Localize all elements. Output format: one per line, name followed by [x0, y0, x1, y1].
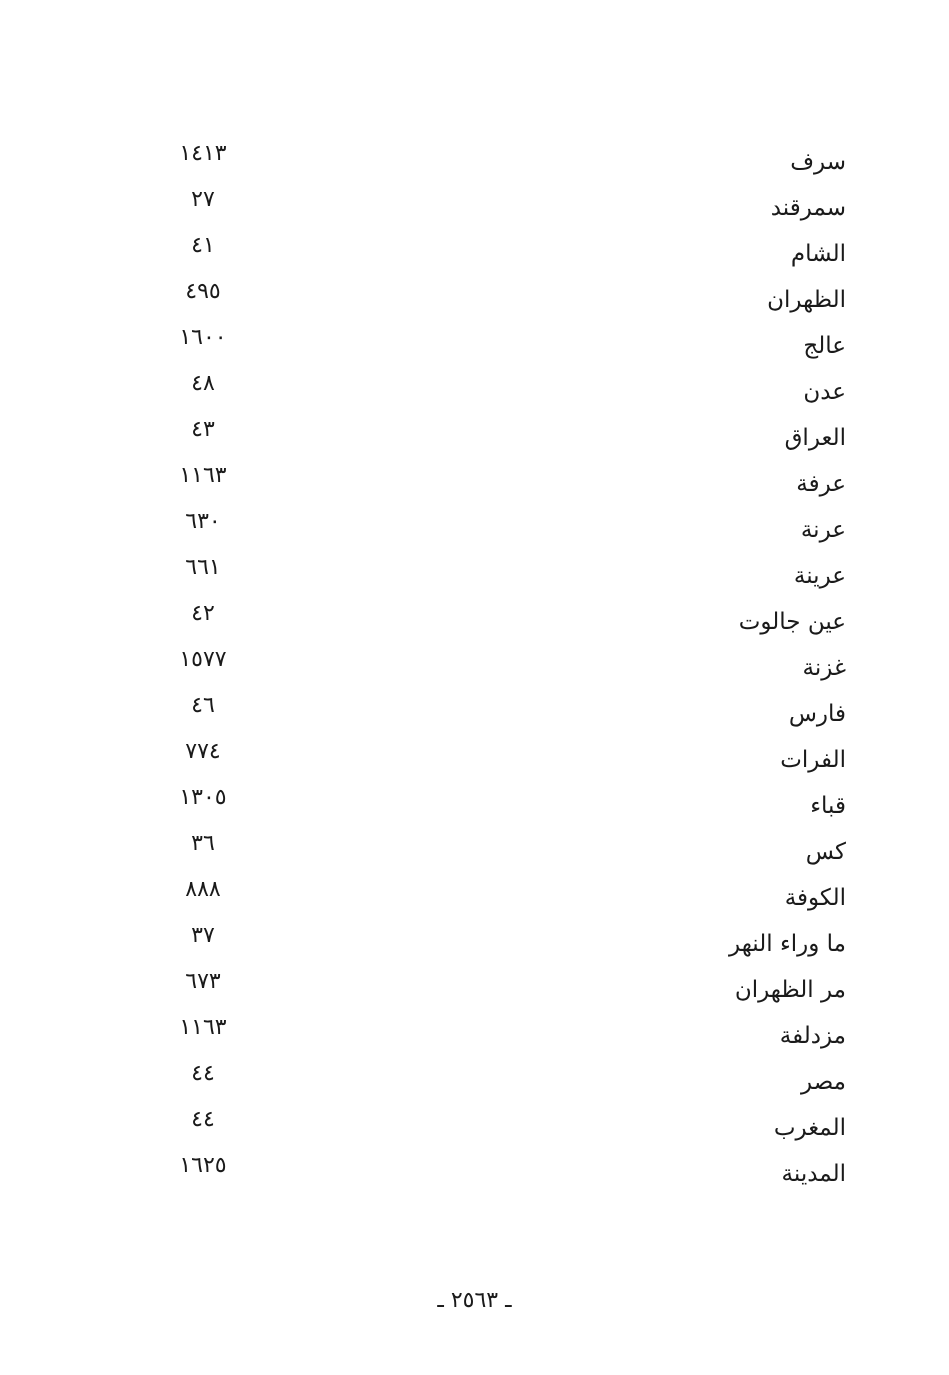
page-reference: ٨٨٨ [185, 877, 221, 902]
place-name: الفرات [780, 747, 846, 773]
page-reference: ٦٦١ [185, 555, 221, 580]
page-reference: ١٥٧٧ [179, 647, 227, 672]
index-row [0, 1103, 949, 1149]
place-name: عالج [803, 333, 846, 359]
page-reference: ٤٩٥ [185, 279, 221, 304]
place-name: ما وراء النهر [729, 931, 846, 957]
index-row [0, 781, 949, 827]
page-reference: ١١٦٣ [179, 463, 227, 488]
place-name: سمرقند [770, 195, 846, 221]
index-row [0, 551, 949, 597]
place-name: عرنة [800, 517, 846, 543]
page-reference: ٤٢ [191, 601, 215, 626]
page-reference: ١٦٢٥ [179, 1153, 227, 1178]
index-row [0, 1149, 949, 1195]
page-reference: ٤٨ [191, 371, 215, 396]
place-name: عين جالوت [738, 609, 846, 635]
page-reference: ٤٤ [191, 1107, 215, 1132]
place-name: مصر [801, 1069, 846, 1095]
page-reference: ٤٣ [191, 417, 215, 442]
place-name: المدينة [781, 1161, 846, 1187]
index-row [0, 183, 949, 229]
page-reference: ٤٤ [191, 1061, 215, 1086]
index-row [0, 873, 949, 919]
index-row [0, 413, 949, 459]
page-reference: ٤٦ [191, 693, 215, 718]
place-name: غزنة [802, 655, 846, 681]
index-row [0, 735, 949, 781]
index-row [0, 321, 949, 367]
index-row [0, 689, 949, 735]
index-row [0, 919, 949, 965]
place-name: مزدلفة [779, 1023, 846, 1049]
page-reference: ٧٧٤ [185, 739, 221, 764]
page-reference: ١٤١٣ [179, 141, 227, 166]
index-row [0, 827, 949, 873]
place-name: المغرب [773, 1115, 846, 1141]
place-name: سرف [790, 149, 846, 175]
index-row [0, 275, 949, 321]
page-reference: ٦٧٣ [185, 969, 221, 994]
place-name: العراق [784, 425, 846, 451]
index-row [0, 1057, 949, 1103]
index-row [0, 367, 949, 413]
index-row [0, 1011, 949, 1057]
place-name: عدن [803, 379, 846, 405]
place-index-list [0, 137, 949, 1195]
place-name: عرفة [796, 471, 846, 497]
place-name: قباء [810, 793, 846, 819]
place-name: الشام [790, 241, 846, 267]
place-name: عرينة [793, 563, 846, 589]
page-reference: ٤١ [191, 233, 215, 258]
index-row [0, 459, 949, 505]
index-row [0, 505, 949, 551]
index-row [0, 229, 949, 275]
place-name: الكوفة [784, 885, 846, 911]
page-reference: ٢٧ [191, 187, 215, 212]
page-number: ـ ٢٥٦٣ ـ [437, 1288, 512, 1313]
page-reference: ١٦٠٠ [179, 325, 227, 350]
place-name: الظهران [767, 287, 846, 313]
index-row [0, 965, 949, 1011]
page-reference: ١١٦٣ [179, 1015, 227, 1040]
index-row [0, 597, 949, 643]
page-reference: ٣٧ [191, 923, 215, 948]
page-reference: ٦٣٠ [185, 509, 221, 534]
index-row [0, 137, 949, 183]
place-name: كس [805, 839, 846, 865]
place-name: فارس [788, 701, 846, 727]
page-reference: ١٣٠٥ [179, 785, 227, 810]
index-row [0, 643, 949, 689]
page-reference: ٣٦ [191, 831, 215, 856]
place-name: مر الظهران [734, 977, 846, 1003]
